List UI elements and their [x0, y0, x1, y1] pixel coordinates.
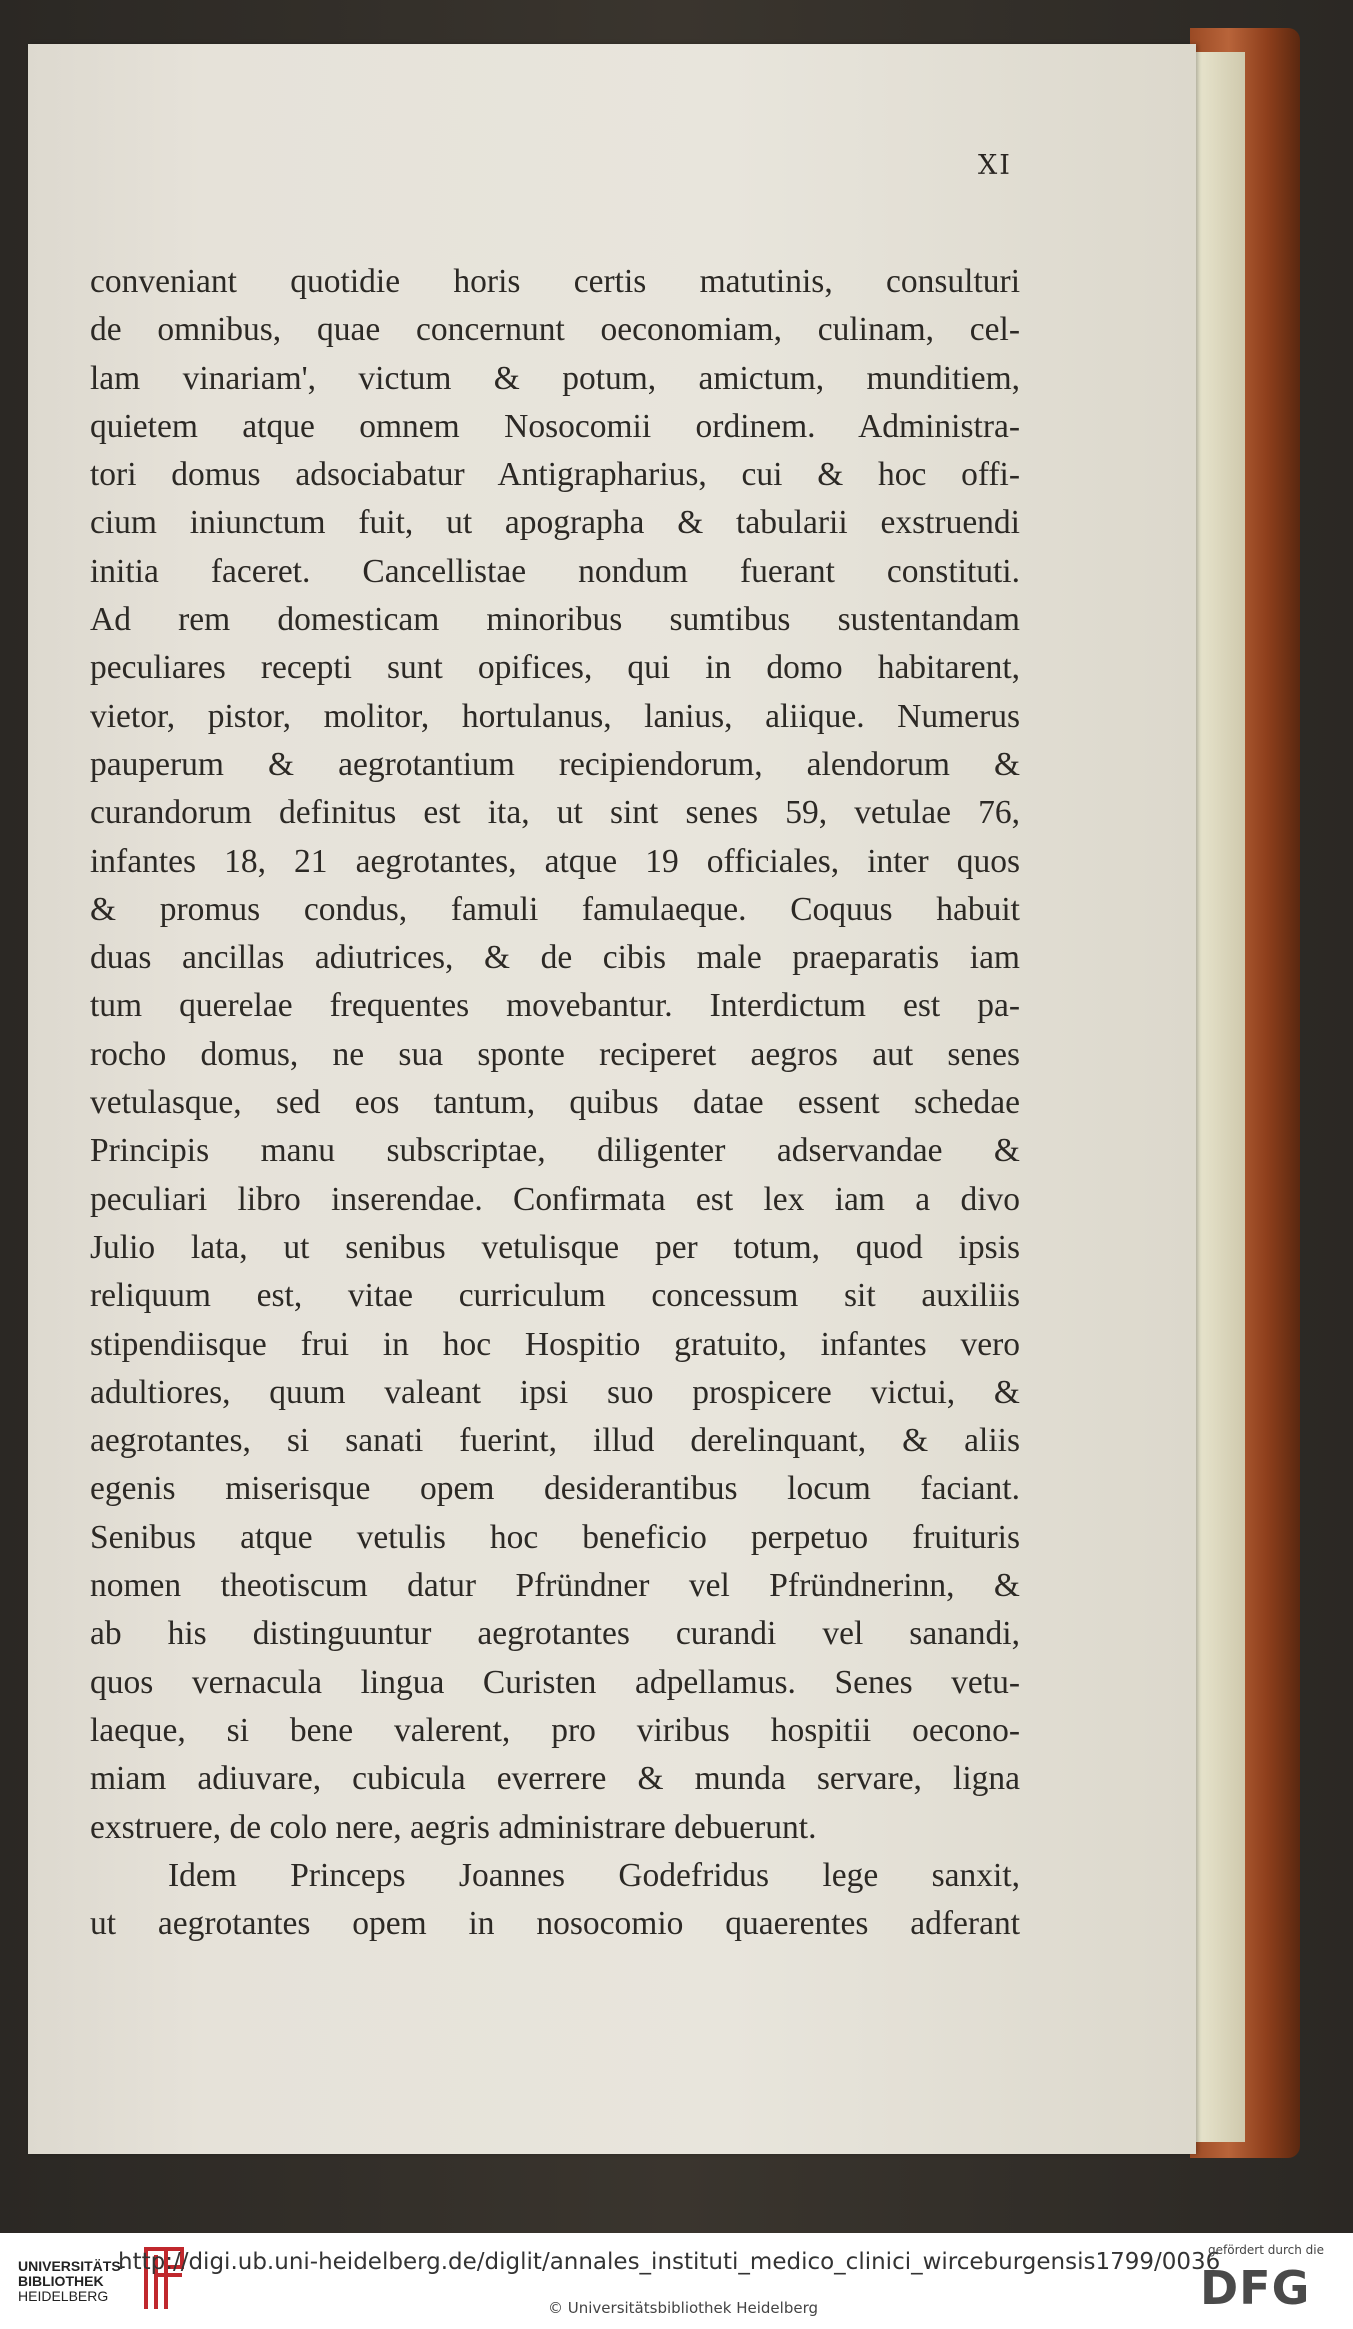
text-line: cium iniunctum fuit, ut apographa & tabularii exstruendi: [90, 504, 1020, 542]
text-line: quos vernacula lingua Curisten adpellamus. Senes vetu-: [90, 1663, 1020, 1701]
text-line: infantes 18, 21 aegrotantes, atque 19 officiales, inter quos: [90, 842, 1020, 880]
text-line: adultiores, quum valeant ipsi suo prospicere victui, &: [90, 1373, 1020, 1411]
viewer-footer: [0, 2233, 1353, 2329]
text-line: lam vinariam', victum & potum, amictum, munditiem,: [90, 359, 1020, 397]
copyright-notice: © Universitätsbibliothek Heidelberg: [548, 2299, 819, 2317]
page-number: XI: [978, 150, 1012, 181]
text-line: Principis manu subscriptae, diligenter adservandae &: [90, 1132, 1020, 1170]
text-line: initia faceret. Cancellistae nondum fuerant constituti.: [90, 552, 1020, 590]
permalink-url[interactable]: http://digi.ub.uni-heidelberg.de/diglit/annales_instituti_medico_clinici_wirceburgensis1799/0036: [118, 2249, 1221, 2275]
text-line: peculiares recepti sunt opifices, qui in domo habitarent,: [90, 649, 1020, 687]
dfg-logo: DFG: [1200, 2261, 1311, 2315]
text-line: tum querelae frequentes movebantur. Interdictum est pa-: [90, 987, 1020, 1025]
funder-label: gefördert durch die: [1208, 2243, 1324, 2257]
text-line-paragraph-start: Idem Princeps Joannes Godefridus lege sanxit,: [168, 1856, 1020, 1894]
text-line: stipendiisque frui in hoc Hospitio gratuito, infantes vero: [90, 1325, 1020, 1363]
text-line: ab his distinguuntur aegrotantes curandi vel sanandi,: [90, 1615, 1020, 1653]
text-line: rocho domus, ne sua sponte reciperet aegros aut senes: [90, 1035, 1020, 1073]
text-line: miam adiuvare, cubicula everrere & munda servare, ligna: [90, 1760, 1020, 1798]
text-line: Senibus atque vetulis hoc beneficio perpetuo fruituris: [90, 1518, 1020, 1556]
library-name-line3: HEIDELBERG: [18, 2288, 109, 2304]
text-line: Julio lata, ut senibus vetulisque per totum, quod ipsis: [90, 1228, 1020, 1266]
text-line: exstruere, de colo nere, aegris administrare debuerunt.: [90, 1808, 817, 1846]
library-name: [18, 2259, 125, 2304]
text-line: curandorum definitus est ita, ut sint senes 59, vetulae 76,: [90, 794, 1020, 832]
text-line: conveniant quotidie horis certis matutinis, consulturi: [90, 263, 1020, 300]
library-name-line1: UNIVERSITÄTS-: [18, 2258, 126, 2274]
text-line: de omnibus, quae concernunt oeconomiam, culinam, cel-: [90, 311, 1020, 349]
text-line: egenis miserisque opem desiderantibus locum faciant.: [90, 1470, 1020, 1508]
text-line: quietem atque omnem Nosocomii ordinem. Administra-: [90, 407, 1020, 445]
body-text: [90, 258, 1020, 1948]
text-line: ut aegrotantes opem in nosocomio quaerentes adferant: [90, 1905, 1020, 1943]
text-line: & promus condus, famuli famulaeque. Coquus habuit: [90, 890, 1020, 928]
text-line: reliquum est, vitae curriculum concessum sit auxiliis: [90, 1277, 1020, 1315]
text-line: vietor, pistor, molitor, hortulanus, lanius, aliique. Numerus: [90, 697, 1020, 735]
library-name-line2: BIBLIOTHEK: [18, 2273, 104, 2289]
text-line: vetulasque, sed eos tantum, quibus datae essent schedae: [90, 1084, 1020, 1122]
text-line: tori domus adsociabatur Antigrapharius, cui & hoc offi-: [90, 456, 1020, 494]
text-line: pauperum & aegrotantium recipiendorum, alendorum &: [90, 745, 1020, 783]
text-line: Ad rem domesticam minoribus sumtibus sustentandam: [90, 601, 1020, 639]
text-line: duas ancillas adiutrices, & de cibis male praeparatis iam: [90, 939, 1020, 977]
text-line: laeque, si bene valerent, pro viribus hospitii oecono-: [90, 1711, 1020, 1749]
text-line: nomen theotiscum datur Pfründner vel Pfründnerinn, &: [90, 1567, 1020, 1605]
text-line: peculiari libro inserendae. Confirmata est lex iam a divo: [90, 1180, 1020, 1218]
text-line: aegrotantes, si sanati fuerint, illud derelinquant, & aliis: [90, 1422, 1020, 1460]
